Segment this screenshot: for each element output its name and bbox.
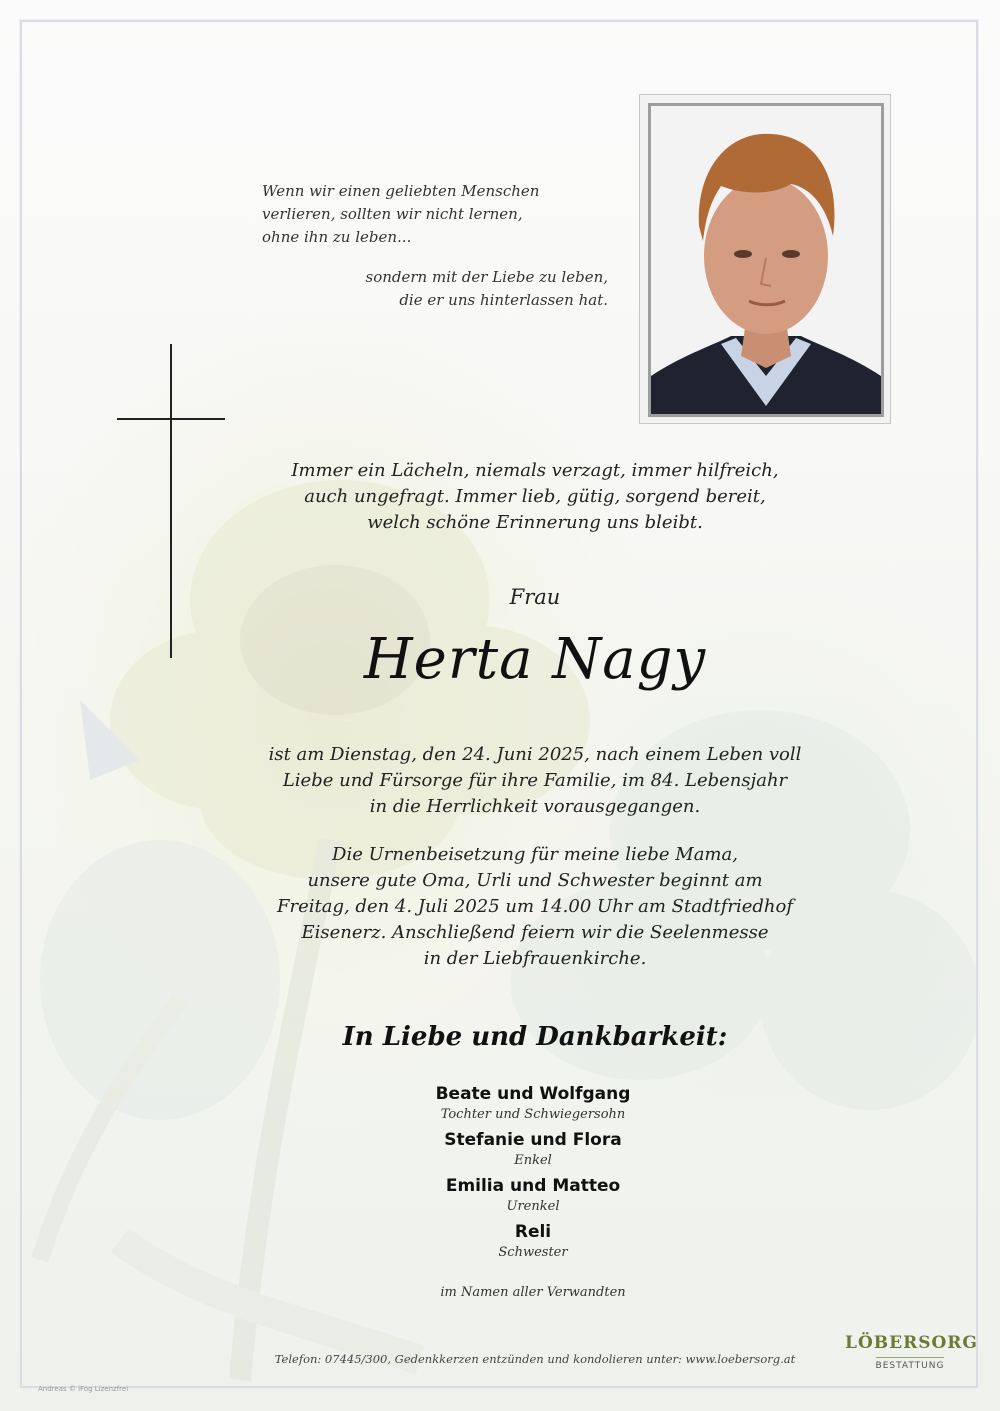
mourner-name: Beate und Wolfgang	[435, 1084, 631, 1104]
mourner-entry	[300, 1082, 766, 1124]
motto-line: Wenn wir einen geliebten Menschen	[262, 182, 540, 200]
death-notice-line: in die Herrlichkeit vorausgegangen.	[369, 796, 701, 817]
thanks-heading: In Liebe und Dankbarkeit:	[342, 1022, 728, 1052]
death-notice-line: ist am Dienstag, den 24. Juni 2025, nach einem Leben voll	[268, 744, 802, 765]
deceased-name: Herta Nagy	[363, 627, 707, 692]
cross-icon-horizontal	[117, 418, 225, 420]
cross-icon-vertical	[170, 344, 172, 658]
logo-subtitle: BESTATTUNG	[876, 1357, 945, 1372]
motto-line: sondern mit der Liebe zu leben,	[365, 268, 608, 286]
mourner-entry	[300, 1128, 766, 1170]
mourner-name: Emilia und Matteo	[445, 1176, 621, 1196]
honorific: Frau	[509, 585, 561, 609]
mourner-name: Reli	[514, 1222, 552, 1242]
mourner-entry	[300, 1174, 766, 1216]
motto-line: verlieren, sollten wir nicht lernen,	[262, 205, 523, 223]
mourner-relation: Enkel	[514, 1153, 552, 1168]
funeral-home-logo	[845, 1333, 978, 1372]
contact-footer: Telefon: 07445/300, Gedenkkerzen entzünden und kondolieren unter: www.loebersorg.at	[274, 1352, 796, 1366]
image-credit: Andreas © iFog Lizenzfrei	[38, 1385, 129, 1393]
motto-line: ohne ihn zu leben...	[262, 228, 412, 246]
verse-line: welch schöne Erinnerung uns bleibt.	[367, 512, 703, 533]
mourners-list	[300, 1082, 766, 1266]
death-notice	[200, 742, 870, 820]
funeral-notice-line: in der Liebfrauenkirche.	[423, 948, 647, 969]
death-notice-line: Liebe und Fürsorge für ihre Familie, im 84. Lebensjahr	[282, 770, 788, 791]
portrait-photo	[651, 106, 881, 414]
funeral-notice-line: Die Urnenbeisetzung für meine liebe Mama,	[332, 844, 738, 865]
mourner-relation: Schwester	[498, 1245, 568, 1260]
funeral-notice-line: Freitag, den 4. Juli 2025 um 14.00 Uhr am Stadtfriedhof	[277, 896, 793, 917]
funeral-notice	[200, 842, 870, 972]
verse-line: Immer ein Lächeln, niemals verzagt, immer hilfreich,	[291, 460, 779, 481]
motto-line: die er uns hinterlassen hat.	[399, 291, 608, 309]
relatives-line: im Namen aller Verwandten	[440, 1285, 626, 1300]
mourner-relation: Tochter und Schwiegersohn	[440, 1107, 626, 1122]
memorial-verse	[200, 458, 870, 536]
funeral-notice-line: Eisenerz. Anschließend feiern wir die Seelenmesse	[301, 922, 769, 943]
logo-name: LÖBERSORG	[845, 1333, 978, 1353]
motto-quote-part-one	[262, 180, 539, 249]
portrait-frame	[639, 94, 891, 424]
motto-quote-part-two	[330, 266, 608, 312]
funeral-notice-line: unsere gute Oma, Urli und Schwester beginnt am	[307, 870, 763, 891]
mourner-name: Stefanie und Flora	[444, 1130, 622, 1150]
mourner-entry	[300, 1220, 766, 1262]
verse-line: auch ungefragt. Immer lieb, gütig, sorgend bereit,	[304, 486, 766, 507]
mourner-relation: Urenkel	[506, 1199, 560, 1214]
